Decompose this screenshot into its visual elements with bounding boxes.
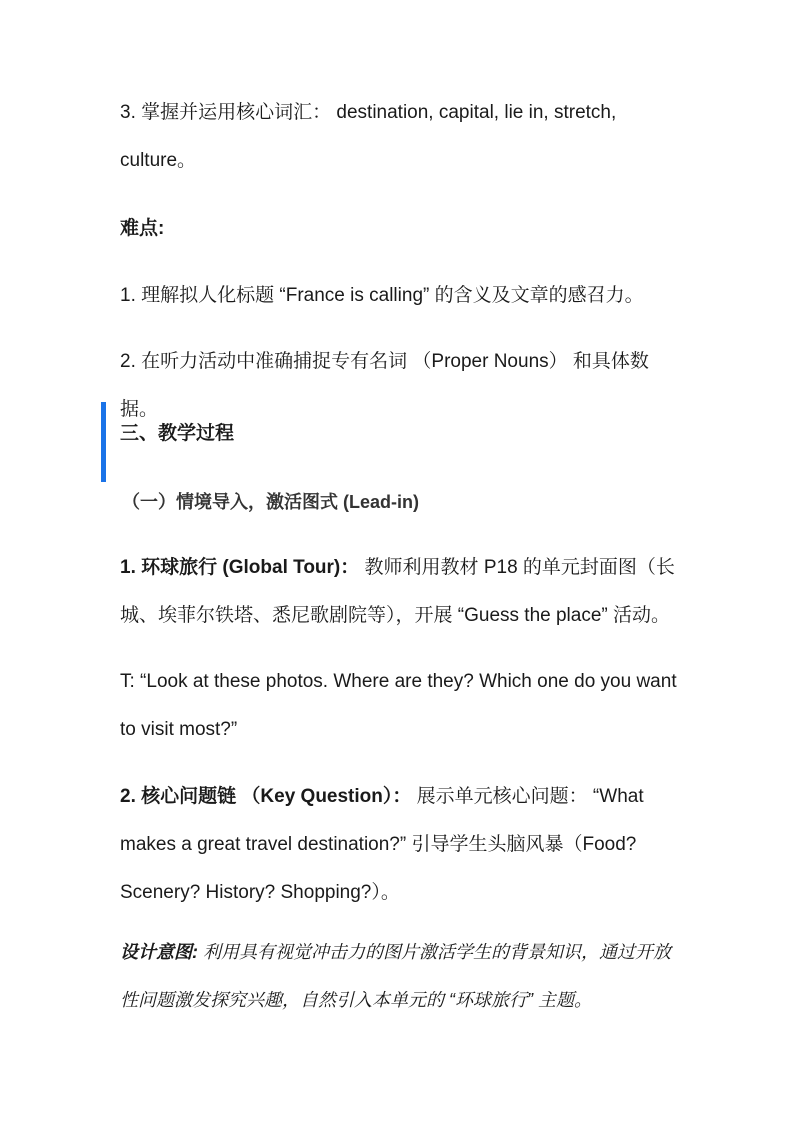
teacher-line: T: “Look at these photos. Where are they? Which one do you want to visit most?” xyxy=(120,671,677,740)
step-1-paragraph xyxy=(120,544,680,640)
step-2-label: 2. 核心问题链 （Key Question）： xyxy=(120,786,412,807)
step-2-text: 展示单元核心问题： “What makes a great travel destination?” 引导学生头脑风暴（Food? Scenery? History? Shopping?）。 xyxy=(120,786,644,903)
step-1-text: 教师利用教材 P18 的单元封面图（长城、埃菲尔铁塔、悉尼歌剧院等），开展 “Guess the place” 活动。 xyxy=(120,557,675,626)
step-1-label: 1. 环球旅行 (Global Tour)： xyxy=(120,557,360,578)
key-vocab-paragraph: 3. 掌握并运用核心词汇： destination, capital, lie in, stretch, culture。 xyxy=(120,102,617,171)
difficulty-item-1: 1. 理解拟人化标题 “France is calling” 的含义及文章的感召力。 xyxy=(120,285,644,306)
design-intent-text: 利用具有视觉冲击力的图片激活学生的背景知识，通过开放性问题激发探究兴趣，自然引入本单元的 “环球旅行” 主题。 xyxy=(120,942,671,1010)
difficulty-item-2: 2. 在听力活动中准确捕捉专有名词 （Proper Nouns） 和具体数据。 xyxy=(120,351,649,420)
sub-section-title: （一）情境导入，激活图式 (Lead-in) xyxy=(122,492,419,512)
section-accent-bar xyxy=(101,402,106,482)
step-2-paragraph xyxy=(120,773,680,917)
design-intent-label: 设计意图: xyxy=(120,942,198,962)
section-title: 三、教学过程 xyxy=(120,423,235,444)
difficulty-heading: 难点: xyxy=(120,218,165,239)
design-intent-paragraph xyxy=(120,928,680,1024)
